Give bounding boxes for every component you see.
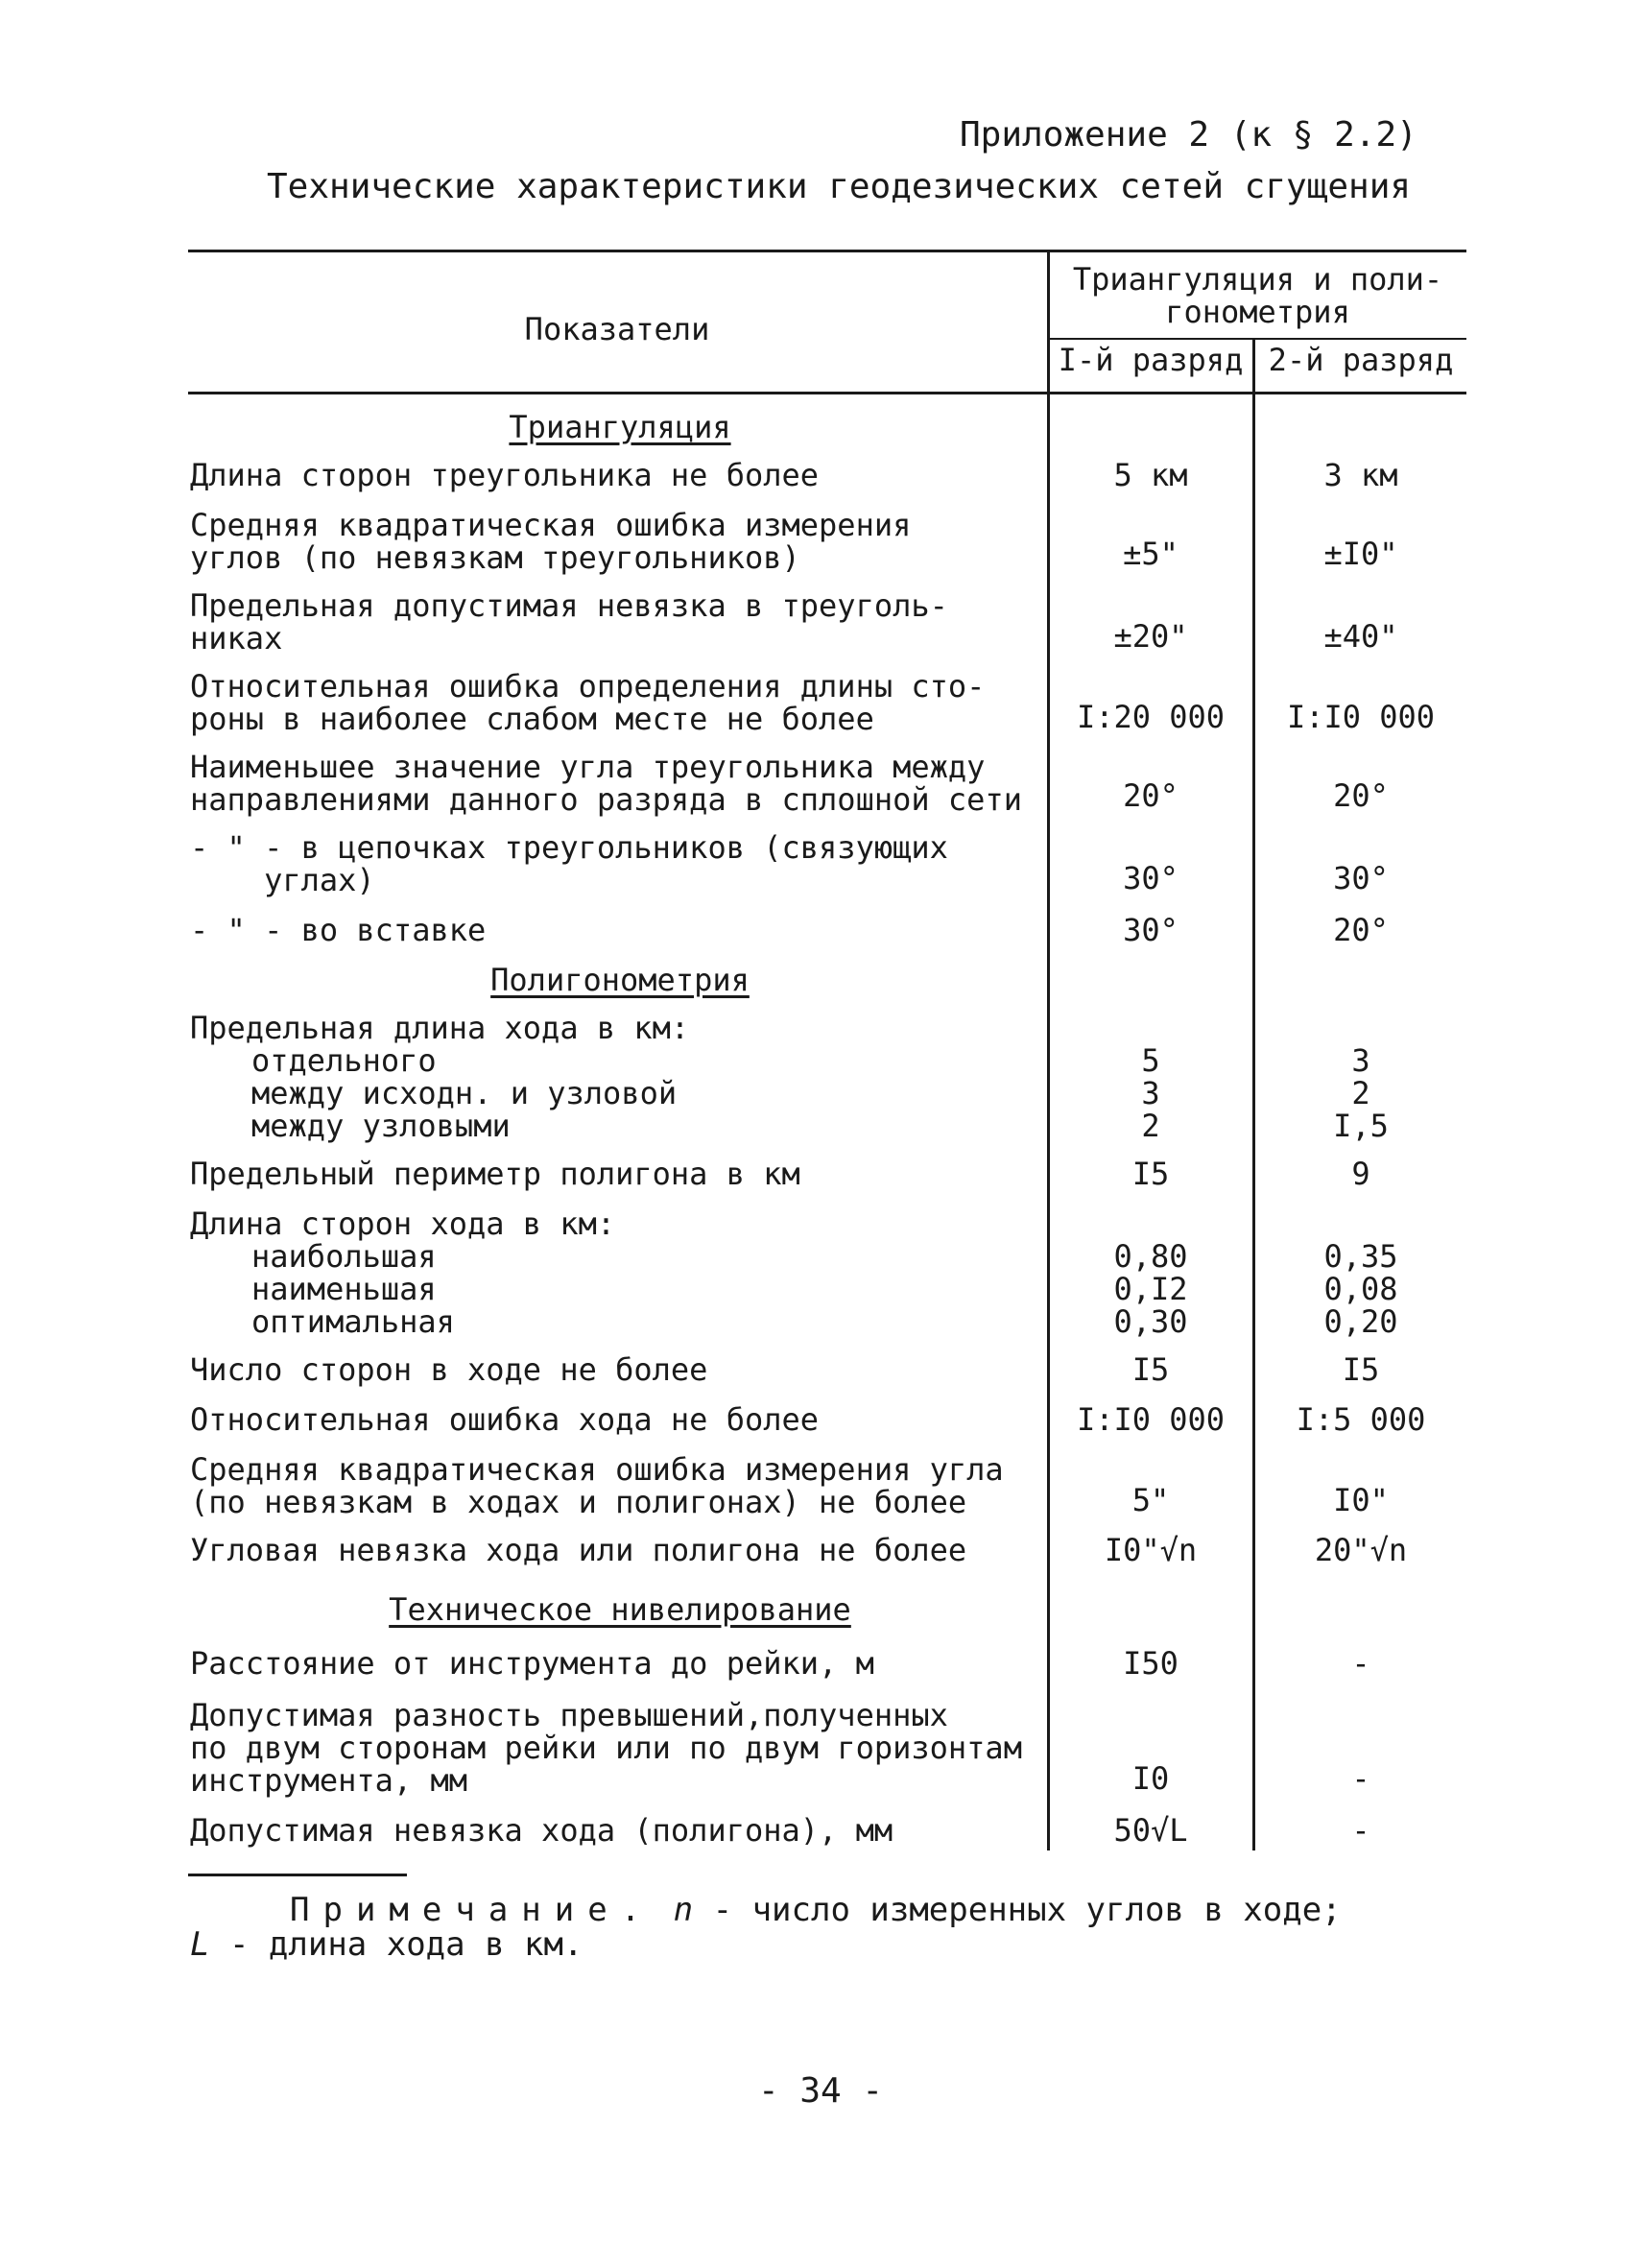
row-label-line: Длина сторон хода в км: — [190, 1206, 616, 1242]
row-label-line: Средняя квадратическая ошибка измерения — [190, 507, 912, 543]
row-label: Расстояние от инструмента до рейки, м — [190, 1645, 874, 1682]
section-leveling: Техническое нивелирование — [389, 1591, 851, 1628]
table-top-rule — [188, 250, 1466, 252]
column-header-grade-2: 2-й разряд — [1268, 342, 1454, 378]
grade-1-value: I0 — [1131, 1760, 1170, 1797]
grade-2-value: I0" — [1333, 1482, 1389, 1518]
column-header-group-line-2: гонометрия — [1165, 294, 1350, 330]
row-label — [190, 831, 948, 896]
grade-1-values — [1049, 1044, 1252, 1142]
page-number: - 34 - — [758, 2071, 884, 2111]
row-label-line: роны в наиболее слабом месте не более — [190, 701, 874, 737]
grade-2-value: - — [1351, 1645, 1370, 1682]
document-title: Технические характеристики геодезических сетей сгущения — [267, 167, 1412, 206]
grade-1-value: 2 — [1141, 1108, 1160, 1144]
row-sublabel: наибольшая — [251, 1238, 437, 1275]
grade-1-value: 50√L — [1113, 1812, 1188, 1849]
grade-1-value: I:I0 000 — [1076, 1401, 1226, 1438]
grade-2-value: 30° — [1333, 860, 1389, 896]
footnote-line-1 — [190, 1893, 1342, 1927]
grade-1-value: 0,80 — [1113, 1238, 1188, 1275]
row-label — [190, 1453, 1004, 1518]
grade-2-value: 20"√n — [1314, 1532, 1408, 1568]
row-label-line: по двум сторонам рейки или по двум горизонтам — [190, 1730, 1022, 1766]
row-label-line: углов (по невязкам треугольников) — [190, 539, 800, 576]
footnote-symbol-l: L — [190, 1925, 210, 1964]
row-label: Число сторон в ходе не более — [190, 1351, 708, 1388]
row-label-line: Предельная длина хода в км: — [190, 1010, 690, 1046]
footnote-symbol-n: n — [673, 1891, 694, 1929]
grade-2-value: 9 — [1351, 1156, 1370, 1192]
grade-1-value: I:20 000 — [1076, 699, 1226, 735]
row-label-line: Средняя квадратическая ошибка измерения угла — [190, 1451, 1004, 1488]
row-label-line: Наименьшее значение угла треугольника между — [190, 749, 986, 785]
grade-2-value: 2 — [1351, 1075, 1370, 1111]
grade-1-value: 20° — [1123, 777, 1179, 814]
row-label-line: инструмента, мм — [190, 1762, 467, 1799]
row-label — [190, 589, 948, 655]
grade-2-value: - — [1351, 1760, 1370, 1797]
row-label-line: никах — [190, 620, 283, 657]
row-label-line: направлениями данного разряда в сплошной сети — [190, 781, 1022, 818]
grade-2-value: 0,20 — [1323, 1303, 1398, 1340]
row-label: Относительная ошибка хода не более — [190, 1401, 820, 1438]
grade-1-value: I5 — [1131, 1351, 1170, 1388]
footnote — [190, 1893, 1342, 1962]
footnote-text-n: - число измеренных углов в ходе; — [712, 1891, 1342, 1929]
grade-2-values — [1255, 1240, 1466, 1338]
grade-2-value: 20° — [1333, 777, 1389, 814]
row-sublabel: оптимальная — [251, 1303, 455, 1340]
row-label — [190, 670, 985, 735]
footnote-text-l: - длина хода в км. — [228, 1925, 583, 1964]
grade-2-value: ±40" — [1323, 618, 1398, 655]
appendix-label: Приложение 2 (к § 2.2) — [960, 115, 1417, 155]
grade-2-value: I5 — [1342, 1351, 1380, 1388]
column-header-grade-1: I-й разряд — [1058, 342, 1244, 378]
grade-2-value: 0,08 — [1323, 1271, 1398, 1307]
row-label — [190, 509, 911, 574]
column-header-group-line-1: Триангуляция и поли- — [1072, 261, 1443, 298]
grade-1-value: I5 — [1131, 1156, 1170, 1192]
grade-2-value: I:5 000 — [1296, 1401, 1426, 1438]
grade-2-value: 3 — [1351, 1042, 1370, 1079]
footnote-line-2 — [190, 1927, 1342, 1962]
grade-2-value: ±I0" — [1323, 536, 1398, 572]
grade-2-values — [1255, 1044, 1466, 1142]
row-label: Предельный периметр полигона в км — [190, 1156, 800, 1192]
row-sublabel: отдельного — [251, 1042, 437, 1079]
grade-1-value: 5 км — [1113, 457, 1188, 493]
row-label — [190, 1012, 689, 1142]
row-label — [190, 1207, 615, 1338]
row-label: Угловая невязка хода или полигона не более — [190, 1532, 967, 1568]
header-split-rule — [1049, 338, 1466, 340]
grade-1-value: 30° — [1123, 912, 1179, 948]
grade-1-value: 3 — [1141, 1075, 1160, 1111]
grade-1-value: 0,30 — [1113, 1303, 1188, 1340]
row-sublabel: между узловыми — [251, 1108, 511, 1144]
grade-1-value: I50 — [1123, 1645, 1179, 1682]
row-label-line: углах) — [190, 862, 375, 898]
grade-2-value: 3 км — [1323, 457, 1398, 493]
grade-1-value: I0"√n — [1104, 1532, 1198, 1568]
row-label-line: Относительная ошибка определения длины сто- — [190, 668, 986, 704]
row-label: Допустимая невязка хода (полигона), мм — [190, 1812, 893, 1849]
column-header-indicator: Показатели — [524, 311, 710, 347]
footnote-rule — [188, 1874, 407, 1876]
grade-1-value: ±20" — [1113, 618, 1188, 655]
grade-2-value: 0,35 — [1323, 1238, 1398, 1275]
row-sublabel: наименьшая — [251, 1271, 437, 1307]
row-label — [190, 751, 1022, 816]
grade-1-value: 5 — [1141, 1042, 1160, 1079]
footnote-word: Примечание. — [290, 1891, 655, 1929]
row-label: Длина сторон треугольника не более — [190, 457, 820, 493]
row-label-line: Предельная допустимая невязка в треуголь- — [190, 587, 948, 624]
section-triangulation: Триангуляция — [509, 409, 731, 445]
row-sublabel: между исходн. и узловой — [251, 1075, 678, 1111]
grade-2-value: I:I0 000 — [1286, 699, 1436, 735]
grade-2-value: 20° — [1333, 912, 1389, 948]
row-label: - " - во вставке — [190, 912, 487, 948]
row-label-line: Допустимая разность превышений,полученных — [190, 1697, 948, 1733]
grade-2-value: - — [1351, 1812, 1370, 1849]
column-header-group — [1049, 263, 1466, 328]
grade-1-values — [1049, 1240, 1252, 1338]
section-polygonometry: Полигонометрия — [490, 962, 750, 998]
grade-1-value: 0,I2 — [1113, 1271, 1188, 1307]
header-bottom-rule — [188, 392, 1466, 394]
row-label — [190, 1699, 1022, 1797]
row-label-line: (по невязкам в ходах и полигонах) не более — [190, 1484, 967, 1520]
grade-1-value: ±5" — [1123, 536, 1179, 572]
grade-1-value: 5" — [1131, 1482, 1170, 1518]
row-label-line: - " - в цепочках треугольников (связующих — [190, 829, 948, 866]
grade-1-value: 30° — [1123, 860, 1179, 896]
grade-2-value: I,5 — [1333, 1108, 1389, 1144]
